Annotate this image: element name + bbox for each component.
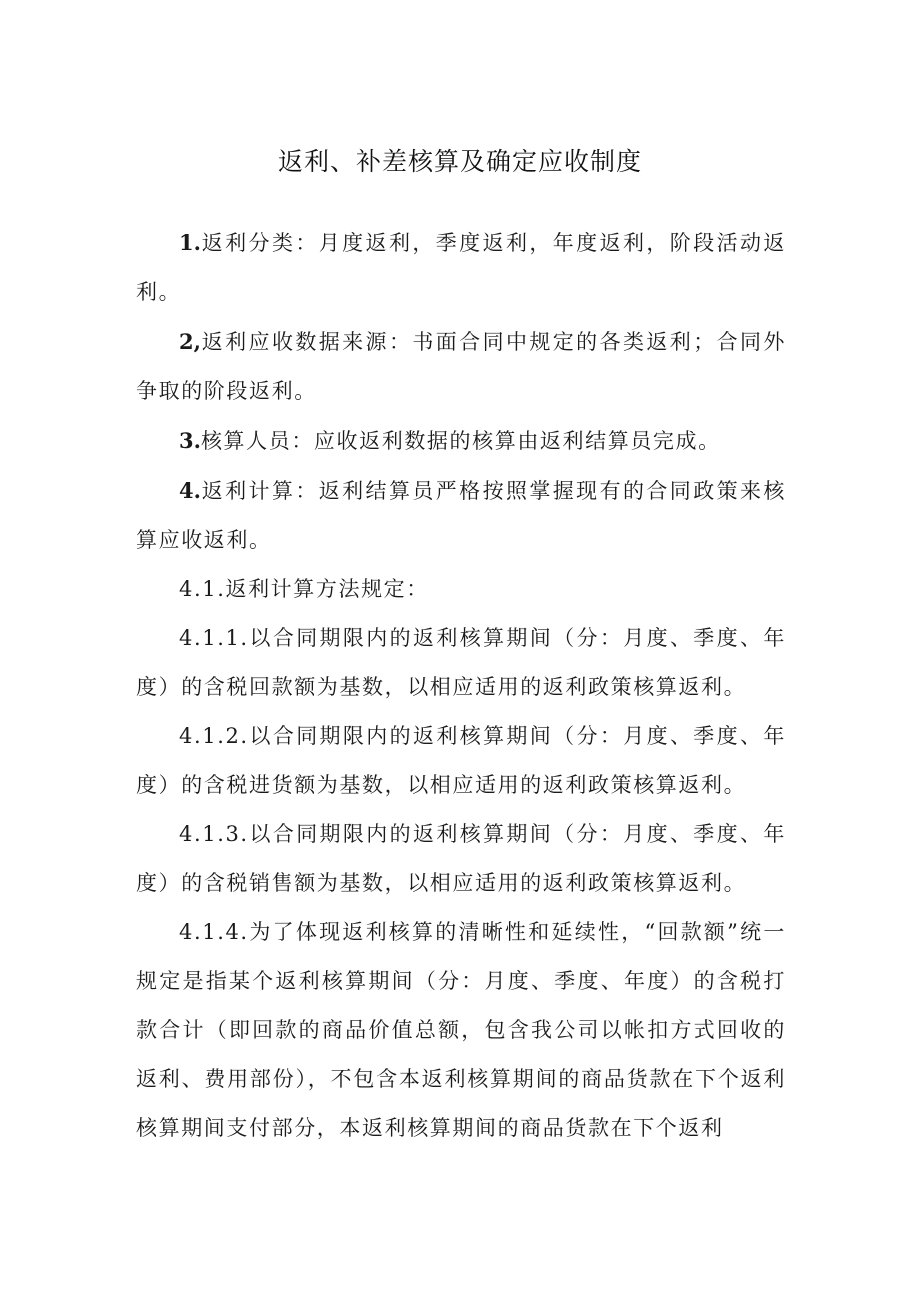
- paragraph-4-1-4: [136, 908, 786, 1153]
- paragraph-text: 返利计算方法规定：: [225, 577, 429, 601]
- paragraph-text: 返利分类：月度返利，季度返利，年度返利，阶段活动返利。: [136, 231, 786, 304]
- paragraph-2: [136, 317, 786, 416]
- paragraph-number: 3.: [179, 428, 201, 453]
- paragraph-number: 4.: [179, 478, 201, 503]
- paragraph-number: 4.1.3.: [179, 822, 249, 846]
- paragraph-1: [136, 218, 786, 317]
- paragraph-4-1: [136, 565, 786, 614]
- paragraph-4: [136, 466, 786, 565]
- paragraph-text: 为了体现返利核算的清晰性和延续性，“回款额”统一规定是指某个返利核算期间（分：月度、季度、年度）的含税打款合计（即回款的商品价值总额，包含我公司以帐扣方式回收的返利、费用部份），不包含本返利核算期间的商品货款在下个返利核算期间支付部分，本返利核算期间的商品货款在下个返利: [136, 920, 786, 1140]
- paragraph-number: 4.1.4.: [179, 920, 249, 944]
- paragraph-number: 2,: [179, 329, 201, 354]
- paragraph-number: 4.1.: [179, 577, 226, 601]
- paragraph-number: 4.1.1.: [179, 626, 249, 650]
- paragraph-3: [136, 416, 786, 466]
- paragraph-number: 4.1.2.: [179, 724, 249, 748]
- paragraph-text: 以合同期限内的返利核算期间（分：月度、季度、年度）的含税销售额为基数，以相应适用的返利政策核算返利。: [136, 822, 786, 895]
- paragraph-text: 以合同期限内的返利核算期间（分：月度、季度、年度）的含税进货额为基数，以相应适用的返利政策核算返利。: [136, 724, 786, 797]
- paragraph-text: 以合同期限内的返利核算期间（分：月度、季度、年度）的含税回款额为基数，以相应适用的返利政策核算返利。: [136, 626, 786, 699]
- document-title: 返利、补差核算及确定应收制度: [277, 147, 642, 176]
- paragraph-number: 1.: [179, 230, 201, 255]
- paragraph-text: 返利应收数据来源：书面合同中规定的各类返利；合同外争取的阶段返利。: [136, 330, 786, 403]
- paragraph-text: 核算人员：应收返利数据的核算由返利结算员完成。: [200, 429, 721, 453]
- paragraph-4-1-3: [136, 810, 786, 908]
- document-body: [136, 218, 786, 1153]
- paragraph-text: 返利计算：返利结算员严格按照掌握现有的合同政策来核算应收返利。: [136, 479, 786, 552]
- paragraph-4-1-1: [136, 614, 786, 712]
- paragraph-4-1-2: [136, 712, 786, 810]
